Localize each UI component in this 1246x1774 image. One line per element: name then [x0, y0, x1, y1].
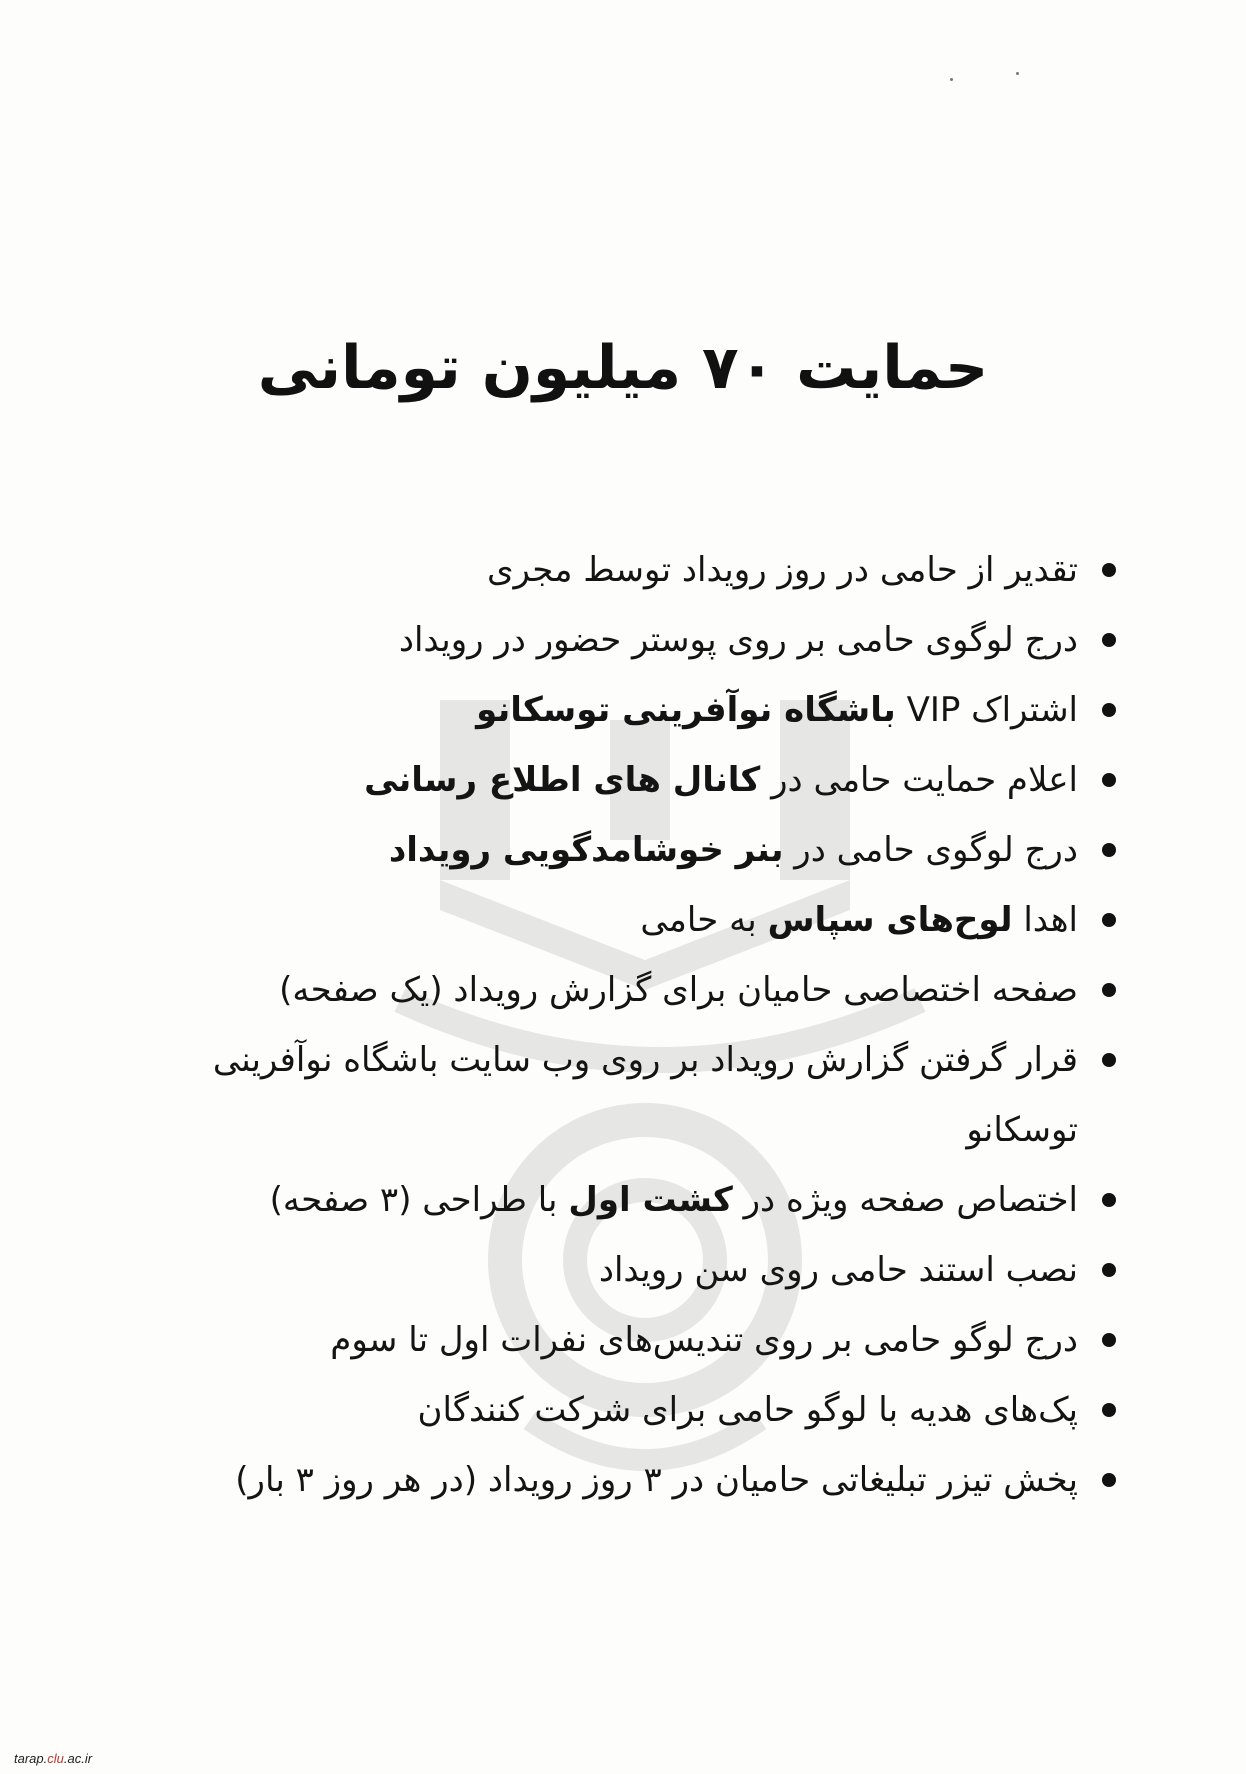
item-text: اختصاص صفحه ویژه در — [732, 1180, 1078, 1220]
list-item — [138, 955, 1118, 1025]
item-text: پخش تیزر تبلیغاتی حامیان در ۳ روز رویداد (در هر روز ۳ بار) — [235, 1460, 1078, 1500]
bullet-icon — [1102, 983, 1116, 997]
scan-mark — [950, 78, 953, 81]
list-item — [138, 885, 1118, 955]
list-item — [138, 745, 1118, 815]
item-text: درج لوگوی حامی بر روی پوستر حضور در رویداد — [398, 620, 1078, 660]
bullet-icon — [1102, 1053, 1116, 1067]
item-text: نصب استند حامی روی سن رویداد — [598, 1250, 1078, 1290]
bullet-icon — [1102, 913, 1116, 927]
page-title: حمایت ۷۰ میلیون تومانی — [257, 333, 989, 403]
item-text-bold: کشت اول — [568, 1180, 733, 1220]
item-text: به حامی — [640, 900, 768, 940]
item-text: اهدا — [1012, 900, 1078, 940]
bullet-icon — [1102, 1473, 1116, 1487]
bullet-icon — [1102, 1263, 1116, 1277]
list-item — [138, 1165, 1118, 1235]
bullet-icon — [1102, 843, 1116, 857]
footer-highlight: clu — [47, 1751, 64, 1766]
bullet-icon — [1102, 703, 1116, 717]
item-text: درج لوگو حامی بر روی تندیس‌های نفرات اول تا سوم — [330, 1320, 1078, 1360]
bullet-icon — [1102, 773, 1116, 787]
footer-source — [14, 1751, 92, 1766]
item-text-bold: لوح‌های سپاس — [767, 900, 1013, 940]
item-text: اشتراک VIP — [895, 690, 1078, 730]
item-text: با طراحی (۳ صفحه) — [269, 1180, 569, 1220]
list-item — [138, 815, 1118, 885]
item-text: اعلام حمایت حامی در — [760, 760, 1078, 800]
footer-suffix: .ac.ir — [63, 1751, 93, 1766]
scan-mark — [1016, 72, 1019, 75]
list-item — [138, 1305, 1118, 1375]
list-item — [138, 1235, 1118, 1305]
bullet-icon — [1102, 1403, 1116, 1417]
list-item — [138, 1375, 1118, 1445]
item-text: قرار گرفتن گزارش رویداد بر روی وب سایت باشگاه نوآفرینی توسکانو — [212, 1040, 1078, 1150]
bullet-icon — [1102, 563, 1116, 577]
item-text-bold: کانال های اطلاع رسانی — [364, 760, 761, 800]
list-item — [138, 605, 1118, 675]
item-text-bold: باشگاه نوآفرینی توسکانو — [476, 690, 896, 730]
item-text: درج لوگوی حامی در — [783, 830, 1078, 870]
item-text: تقدیر از حامی در روز رویداد توسط مجری — [486, 550, 1078, 590]
item-text-bold: بنر خوشامدگویی رویداد — [388, 830, 784, 870]
bullet-icon — [1102, 1193, 1116, 1207]
item-text: پک‌های هدیه با لوگو حامی برای شرکت کنندگان — [417, 1390, 1078, 1430]
list-item — [138, 535, 1118, 605]
item-text: صفحه اختصاصی حامیان برای گزارش رویداد (یک صفحه) — [279, 970, 1078, 1010]
footer-prefix: tarap. — [14, 1751, 48, 1766]
list-item — [138, 1445, 1118, 1515]
list-item — [138, 675, 1118, 745]
bullet-icon — [1102, 633, 1116, 647]
list-item — [138, 1025, 1118, 1165]
bullet-icon — [1102, 1333, 1116, 1347]
sponsor-benefits-list — [138, 535, 1118, 1515]
